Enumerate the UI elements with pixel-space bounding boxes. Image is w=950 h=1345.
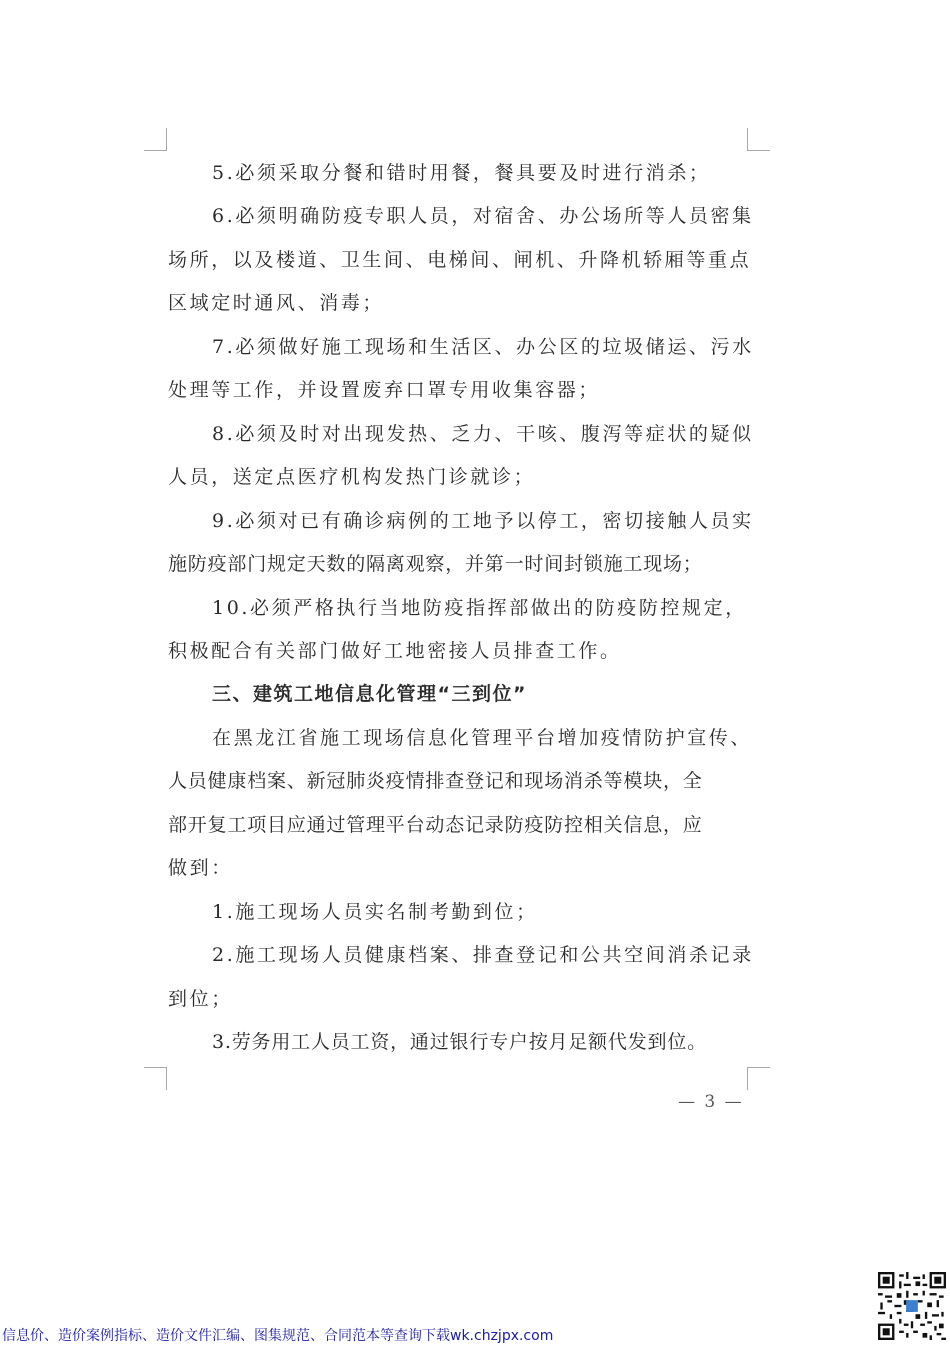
crop-mark-top-left xyxy=(144,128,167,151)
crop-mark-bottom-left xyxy=(144,1067,167,1090)
paragraph-line: 人员，送定点医疗机构发热门诊就诊； xyxy=(168,466,536,488)
paragraph-line: 9.必须对已有确诊病例的工地予以停工，密切接触人员实 xyxy=(212,510,754,532)
paragraph-line: 5.必须采取分餐和错时用餐，餐具要及时进行消杀； xyxy=(212,162,711,184)
paragraph-line: 积极配合有关部门做好工地密接人员排查工作。 xyxy=(168,640,622,662)
paragraph-line: 2.施工现场人员健康档案、排查登记和公共空间消杀记录 xyxy=(212,944,754,966)
paragraph-line: 到位； xyxy=(168,988,233,1010)
page-number: — 3 — xyxy=(678,1092,744,1112)
paragraph-line: 区域定时通风、消毒； xyxy=(168,292,385,314)
paragraph-line: 1.施工现场人员实名制考勤到位； xyxy=(212,901,538,923)
paragraph-line: 在黑龙江省施工现场信息化管理平台增加疫情防护宣传、 xyxy=(212,727,753,749)
paragraph-line: 7.必须做好施工现场和生活区、办公区的垃圾储运、污水 xyxy=(212,336,754,358)
crop-mark-top-right xyxy=(747,128,770,151)
paragraph-line: 3.劳务用工人员工资，通过银行专户按月足额代发到位。 xyxy=(212,1031,707,1053)
paragraph-line: 场所，以及楼道、卫生间、电梯间、闸机、升降机轿厢等重点 xyxy=(168,249,752,271)
paragraph-line: 10.必须严格执行当地防疫指挥部做出的防疫防控规定， xyxy=(212,597,747,619)
section-heading: 三、建筑工地信息化管理“三到位” xyxy=(212,683,527,705)
crop-mark-bottom-right xyxy=(747,1067,770,1090)
footer-link[interactable]: 信息价、造价案例指标、造价文件汇编、图集规范、合同范本等查询下载wk.chzjpx.com xyxy=(2,1328,554,1344)
paragraph-line: 处理等工作，并设置废弃口罩专用收集容器； xyxy=(168,379,601,401)
paragraph-line: 人员健康档案、新冠肺炎疫情排查登记和现场消杀等模块，全 xyxy=(168,770,703,792)
paragraph-line: 部开复工项目应通过管理平台动态记录防疫防控相关信息，应 xyxy=(168,814,703,836)
paragraph-line: 施防疫部门规定天数的隔离观察，并第一时间封锁施工现场； xyxy=(168,553,703,575)
paragraph-line: 6.必须明确防疫专职人员，对宿舍、办公场所等人员密集 xyxy=(212,205,754,227)
qr-code-icon xyxy=(878,1272,946,1340)
paragraph-line: 8.必须及时对出现发热、乏力、干咳、腹泻等症状的疑似 xyxy=(212,423,754,445)
paragraph-line: 做到： xyxy=(168,857,233,879)
